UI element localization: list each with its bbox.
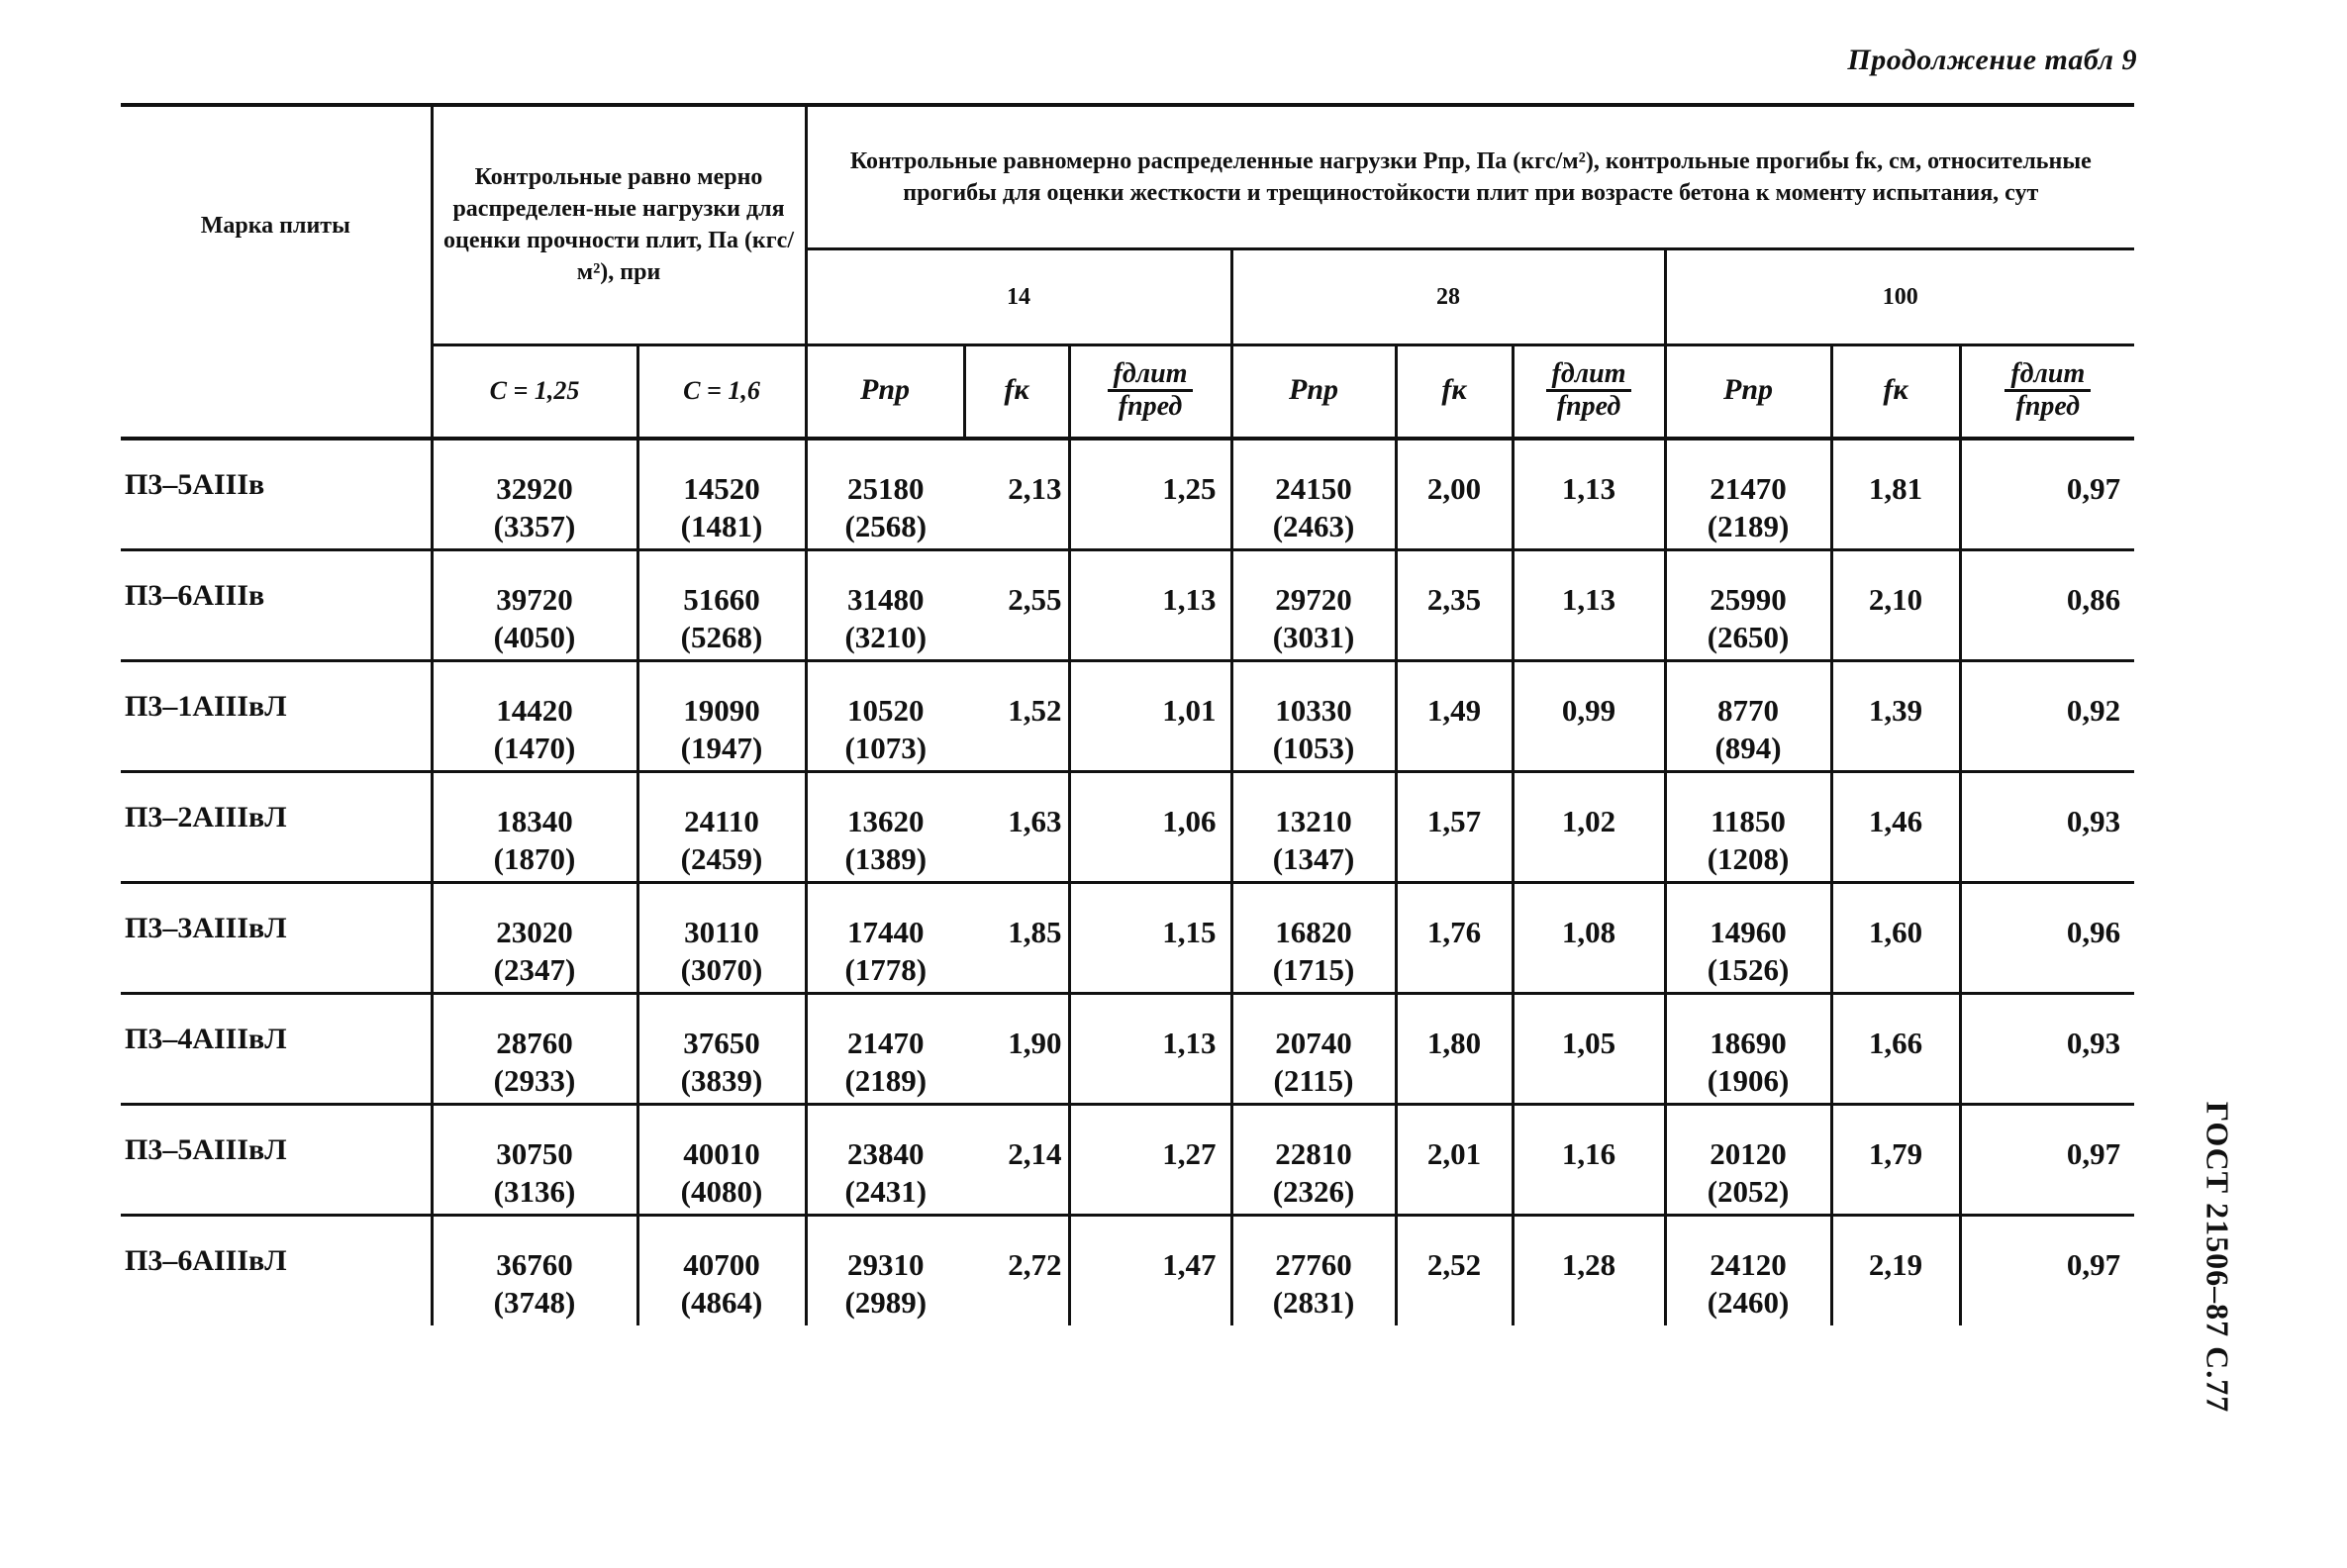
cell-ratio28 (1513, 1104, 1665, 1215)
cell-c16-kgf: (1481) (680, 509, 763, 543)
cell-ratio14-value: 1,01 (1162, 692, 1217, 728)
cell-p14 (806, 1104, 964, 1215)
header-p-14 (806, 344, 964, 439)
cell-fk28-value: 1,80 (1426, 1025, 1482, 1060)
cell-fk28 (1396, 549, 1513, 660)
cell-c16-value: 19090 (683, 692, 760, 728)
row-mark (121, 771, 432, 882)
cell-p28 (1231, 993, 1396, 1104)
cell-c125 (432, 439, 637, 549)
p-label: Pпр (1723, 373, 1774, 407)
row-mark-value: П3–1АIIIвЛ (125, 689, 287, 723)
cell-p28-kgf: (3031) (1272, 619, 1355, 654)
cell-ratio14 (1069, 439, 1231, 549)
cell-c125 (432, 993, 637, 1104)
cell-p14 (806, 993, 964, 1104)
cell-ratio28-value: 1,28 (1561, 1246, 1616, 1282)
cell-fk100 (1831, 1104, 1960, 1215)
header-age-28: 28 (1231, 248, 1665, 344)
cell-fk100 (1831, 660, 1960, 771)
cell-c16 (637, 882, 806, 993)
cell-c125-kgf: (1870) (493, 840, 576, 876)
cell-ratio14-value: 1,06 (1162, 803, 1217, 838)
cell-p100-kgf: (894) (1714, 730, 1782, 765)
cell-fk28 (1396, 660, 1513, 771)
table-row (121, 993, 2134, 1104)
table-body (121, 439, 2134, 1325)
cell-fk28-value: 2,52 (1426, 1246, 1482, 1282)
cell-p14-value: 31480 (847, 581, 925, 617)
cell-p28-value: 27760 (1275, 1246, 1352, 1282)
cell-p100 (1665, 660, 1831, 771)
cell-p100-value: 14960 (1710, 914, 1787, 949)
cell-c125-value: 36760 (496, 1246, 573, 1282)
cell-p100 (1665, 549, 1831, 660)
cell-fk28 (1396, 882, 1513, 993)
cell-c125-value: 28760 (496, 1025, 573, 1060)
header-stiffness-text: Контрольные равномерно распределенные нагрузки Pпр, Па (кгс/м²), контрольные прогибы fк, см, относительные прогибы для оценки жесткости и трещиностойкости плит при возрасте бетона к моменту испытания, сут (849, 147, 2092, 206)
cell-c16 (637, 549, 806, 660)
cell-c16-value: 37650 (683, 1025, 760, 1060)
cell-ratio100-value: 0,96 (2066, 914, 2121, 949)
cell-c125-kgf: (3357) (493, 509, 576, 543)
ratio-fraction (1108, 359, 1194, 422)
cell-p28-value: 22810 (1275, 1135, 1352, 1171)
cell-fk14-value: 2,14 (1008, 1135, 1062, 1171)
cell-p14-value: 25180 (847, 471, 925, 506)
ratio-denominator: fпред (1556, 390, 1621, 422)
cell-c16-value: 40010 (683, 1135, 760, 1171)
cell-c125-value: 39720 (496, 581, 573, 617)
row-mark (121, 549, 432, 660)
row-mark-value: П3–5АIIIвЛ (125, 1132, 287, 1166)
cell-c16 (637, 1104, 806, 1215)
cell-p28-kgf: (2463) (1272, 509, 1355, 543)
row-mark-value: П3–3АIIIвЛ (125, 911, 287, 944)
p-label: Pпр (1289, 373, 1339, 407)
row-mark-value: П3–6АIIIв (125, 578, 265, 612)
cell-fk28 (1396, 1215, 1513, 1325)
cell-ratio28-value: 1,05 (1561, 1025, 1616, 1060)
cell-p28-kgf: (1053) (1272, 730, 1355, 765)
cell-fk100 (1831, 549, 1960, 660)
cell-c16 (637, 771, 806, 882)
cell-p100-kgf: (1208) (1707, 840, 1790, 876)
cell-p28-value: 20740 (1275, 1025, 1352, 1060)
cell-fk28 (1396, 993, 1513, 1104)
table-row (121, 660, 2134, 771)
cell-p14-value: 29310 (847, 1246, 925, 1282)
cell-ratio14-value: 1,27 (1162, 1135, 1217, 1171)
cell-ratio100-value: 0,97 (2066, 1246, 2121, 1282)
cell-ratio100 (1960, 1104, 2134, 1215)
row-mark-value: П3–2АIIIвЛ (125, 800, 287, 833)
cell-c125-kgf: (3748) (493, 1284, 576, 1320)
cell-c16 (637, 439, 806, 549)
cell-p14 (806, 439, 964, 549)
row-mark (121, 882, 432, 993)
cell-c125-kgf: (1470) (493, 730, 576, 765)
cell-p14 (806, 771, 964, 882)
cell-p100 (1665, 771, 1831, 882)
cell-fk100 (1831, 993, 1960, 1104)
table-row (121, 1215, 2134, 1325)
cell-ratio100 (1960, 771, 2134, 882)
cell-fk100-value: 1,60 (1868, 914, 1923, 949)
header-age-100: 100 (1665, 248, 2134, 344)
cell-ratio14-value: 1,13 (1162, 1025, 1217, 1060)
cell-fk14 (964, 882, 1069, 993)
cell-fk28 (1396, 771, 1513, 882)
cell-p100-value: 24120 (1710, 1246, 1787, 1282)
header-p-100 (1665, 344, 1831, 439)
header-fk-28 (1396, 344, 1513, 439)
cell-p100-value: 21470 (1710, 471, 1787, 506)
cell-c125 (432, 549, 637, 660)
cell-ratio100 (1960, 882, 2134, 993)
side-label-text: ГОСТ 21506–87 С.77 (2200, 1101, 2236, 1414)
cell-p14 (806, 660, 964, 771)
cell-c16-value: 51660 (683, 581, 760, 617)
cell-p28-kgf: (2115) (1273, 1062, 1354, 1098)
cell-p100-value: 18690 (1710, 1025, 1787, 1060)
cell-c125-kgf: (2933) (493, 1062, 576, 1098)
cell-p100-kgf: (2460) (1707, 1284, 1790, 1320)
cell-p28-value: 13210 (1275, 803, 1352, 838)
fk-label: fк (1883, 373, 1908, 407)
header-mark: Марка плиты (121, 105, 432, 344)
cell-c16-kgf: (4080) (680, 1173, 763, 1209)
cell-c125 (432, 771, 637, 882)
ratio-fraction (1546, 359, 1632, 422)
cell-p100 (1665, 882, 1831, 993)
header-ratio-14 (1069, 344, 1231, 439)
cell-ratio28 (1513, 439, 1665, 549)
cell-ratio14 (1069, 882, 1231, 993)
ratio-denominator: fпред (1118, 390, 1183, 422)
cell-fk100-value: 1,79 (1868, 1135, 1923, 1171)
cell-p14-kgf: (2189) (844, 1062, 928, 1098)
cell-fk100-value: 1,66 (1868, 1025, 1923, 1060)
cell-p100-value: 8770 (1717, 692, 1780, 728)
c16-label: C = 1,6 (683, 375, 760, 405)
cell-fk14-value: 1,52 (1008, 692, 1062, 728)
cell-ratio14 (1069, 549, 1231, 660)
ratio-fraction (2005, 359, 2091, 422)
cell-fk100 (1831, 1215, 1960, 1325)
cell-p28 (1231, 549, 1396, 660)
table-row (121, 771, 2134, 882)
cell-ratio100 (1960, 439, 2134, 549)
cell-p100-kgf: (2650) (1707, 619, 1790, 654)
cell-p28 (1231, 882, 1396, 993)
cell-fk14-value: 2,55 (1008, 581, 1062, 617)
cell-ratio100-value: 0,97 (2066, 471, 2121, 506)
cell-fk14 (964, 549, 1069, 660)
cell-c16-kgf: (1947) (680, 730, 763, 765)
load-table (121, 103, 2134, 1325)
cell-ratio28 (1513, 993, 1665, 1104)
cell-c16-kgf: (4864) (680, 1284, 763, 1320)
cell-fk28 (1396, 1104, 1513, 1215)
cell-c125 (432, 1104, 637, 1215)
cell-ratio28-value: 1,13 (1561, 471, 1616, 506)
cell-ratio100 (1960, 1215, 2134, 1325)
header-c16 (637, 344, 806, 439)
cell-ratio100-value: 0,93 (2066, 1025, 2121, 1060)
ratio-numerator: fдлит (2005, 359, 2091, 392)
cell-p28-kgf: (1347) (1272, 840, 1355, 876)
cell-p14-kgf: (1389) (844, 840, 928, 876)
cell-fk100-value: 1,39 (1868, 692, 1923, 728)
cell-p100-kgf: (1526) (1707, 951, 1790, 987)
cell-fk14 (964, 1104, 1069, 1215)
row-mark-value: П3–5АIIIв (125, 468, 265, 501)
cell-p100 (1665, 439, 1831, 549)
cell-c125-value: 23020 (496, 914, 573, 949)
cell-p14-value: 21470 (847, 1025, 925, 1060)
row-mark (121, 439, 432, 549)
table-header (121, 105, 2134, 439)
cell-p14-kgf: (2568) (844, 509, 928, 543)
cell-ratio14 (1069, 1215, 1231, 1325)
header-p-28 (1231, 344, 1396, 439)
cell-ratio28-value: 1,02 (1561, 803, 1616, 838)
cell-fk100 (1831, 439, 1960, 549)
header-c125 (432, 344, 637, 439)
cell-c125 (432, 1215, 637, 1325)
cell-c16-kgf: (3070) (680, 951, 763, 987)
cell-p28 (1231, 660, 1396, 771)
table-row (121, 1104, 2134, 1215)
cell-fk14-value: 1,63 (1008, 803, 1062, 838)
cell-ratio100-value: 0,92 (2066, 692, 2121, 728)
cell-p28-kgf: (1715) (1272, 951, 1355, 987)
cell-ratio100 (1960, 993, 2134, 1104)
cell-ratio28-value: 1,16 (1561, 1135, 1616, 1171)
cell-ratio28-value: 1,13 (1561, 581, 1616, 617)
cell-c16 (637, 993, 806, 1104)
cell-fk14-value: 2,13 (1008, 471, 1062, 506)
cell-fk28-value: 2,00 (1426, 471, 1482, 506)
cell-c16-kgf: (5268) (680, 619, 763, 654)
cell-p100-value: 11850 (1711, 803, 1786, 838)
cell-p14-kgf: (1073) (844, 730, 928, 765)
cell-fk28 (1396, 439, 1513, 549)
row-mark (121, 993, 432, 1104)
ratio-numerator: fдлит (1108, 359, 1194, 392)
cell-c16 (637, 660, 806, 771)
cell-c16-value: 30110 (684, 914, 759, 949)
cell-ratio100-value: 0,97 (2066, 1135, 2121, 1171)
cell-c125-kgf: (4050) (493, 619, 576, 654)
cell-fk14 (964, 771, 1069, 882)
header-stiffness-loads (806, 105, 2134, 248)
cell-p28-value: 16820 (1275, 914, 1352, 949)
cell-c16-kgf: (3839) (680, 1062, 763, 1098)
cell-p14 (806, 1215, 964, 1325)
cell-c16-value: 24110 (684, 803, 759, 838)
cell-p28-value: 24150 (1275, 471, 1352, 506)
row-mark (121, 660, 432, 771)
cell-ratio14 (1069, 771, 1231, 882)
cell-ratio28-value: 1,08 (1561, 914, 1616, 949)
cell-fk14-value: 1,90 (1008, 1025, 1062, 1060)
table-row (121, 882, 2134, 993)
c125-label: C = 1,25 (489, 375, 580, 405)
cell-p28-value: 29720 (1275, 581, 1352, 617)
row-mark-value: П3–6АIIIвЛ (125, 1243, 287, 1277)
cell-p100 (1665, 993, 1831, 1104)
header-fk-14 (964, 344, 1069, 439)
cell-fk14 (964, 439, 1069, 549)
row-mark (121, 1215, 432, 1325)
cell-ratio14 (1069, 660, 1231, 771)
cell-p14-kgf: (2989) (844, 1284, 928, 1320)
cell-c16 (637, 1215, 806, 1325)
header-ratio-100 (1960, 344, 2134, 439)
cell-fk14 (964, 993, 1069, 1104)
cell-fk14 (964, 660, 1069, 771)
cell-fk100-value: 1,81 (1868, 471, 1923, 506)
cell-c125-value: 30750 (496, 1135, 573, 1171)
cell-fk28-value: 1,49 (1426, 692, 1482, 728)
side-document-label (2188, 1079, 2247, 1435)
cell-p28 (1231, 439, 1396, 549)
header-mark-spacer (121, 344, 432, 439)
cell-p28 (1231, 771, 1396, 882)
cell-c125-kgf: (2347) (493, 951, 576, 987)
header-strength-text: Контрольные равно мерно распределен-ные нагрузки для оценки прочности плит, Па (кгс/м²), при (443, 164, 794, 286)
cell-p100-kgf: (2052) (1707, 1173, 1790, 1209)
cell-p28 (1231, 1104, 1396, 1215)
cell-p14-value: 13620 (847, 803, 925, 838)
cell-fk28-value: 1,76 (1426, 914, 1482, 949)
cell-c125-value: 18340 (496, 803, 573, 838)
cell-ratio14-value: 1,25 (1162, 471, 1217, 506)
cell-c125-value: 32920 (496, 471, 573, 506)
cell-fk28-value: 2,01 (1426, 1135, 1482, 1171)
cell-fk100-value: 2,19 (1868, 1246, 1923, 1282)
cell-fk28-value: 2,35 (1426, 581, 1482, 617)
cell-c16-value: 40700 (683, 1246, 760, 1282)
cell-fk100-value: 1,46 (1868, 803, 1923, 838)
fk-label: fк (1441, 373, 1467, 407)
cell-p14-value: 17440 (847, 914, 925, 949)
cell-p14-kgf: (1778) (844, 951, 928, 987)
cell-p100 (1665, 1215, 1831, 1325)
cell-fk14 (964, 1215, 1069, 1325)
cell-ratio14 (1069, 993, 1231, 1104)
cell-p28-kgf: (2831) (1272, 1284, 1355, 1320)
cell-p14-kgf: (2431) (844, 1173, 928, 1209)
cell-ratio28 (1513, 660, 1665, 771)
cell-p14 (806, 549, 964, 660)
row-mark-value: П3–4АIIIвЛ (125, 1022, 287, 1055)
header-fk-100 (1831, 344, 1960, 439)
cell-ratio100 (1960, 549, 2134, 660)
cell-ratio14-value: 1,47 (1162, 1246, 1217, 1282)
cell-p14-kgf: (3210) (844, 619, 928, 654)
p-label: Pпр (860, 373, 911, 407)
ratio-numerator: fдлит (1546, 359, 1632, 392)
cell-ratio28 (1513, 882, 1665, 993)
table-row (121, 549, 2134, 660)
cell-fk14-value: 1,85 (1008, 914, 1062, 949)
cell-ratio28 (1513, 771, 1665, 882)
header-ratio-28 (1513, 344, 1665, 439)
cell-c125-kgf: (3136) (493, 1173, 576, 1209)
cell-p14 (806, 882, 964, 993)
cell-ratio14 (1069, 1104, 1231, 1215)
cell-p100 (1665, 1104, 1831, 1215)
cell-p100-value: 25990 (1710, 581, 1787, 617)
ratio-denominator: fпред (2015, 390, 2081, 422)
cell-ratio14-value: 1,13 (1162, 581, 1217, 617)
table-caption: Продолжение табл 9 (1847, 44, 2137, 76)
cell-fk100 (1831, 771, 1960, 882)
cell-p28-value: 10330 (1275, 692, 1352, 728)
cell-c16-kgf: (2459) (680, 840, 763, 876)
cell-ratio100-value: 0,86 (2066, 581, 2121, 617)
fk-label: fк (1004, 373, 1029, 407)
cell-p100-kgf: (1906) (1707, 1062, 1790, 1098)
cell-fk28-value: 1,57 (1426, 803, 1482, 838)
cell-p100-value: 20120 (1710, 1135, 1787, 1171)
row-mark (121, 1104, 432, 1215)
cell-p28 (1231, 1215, 1396, 1325)
cell-ratio28 (1513, 1215, 1665, 1325)
cell-c125-value: 14420 (496, 692, 573, 728)
cell-c125 (432, 882, 637, 993)
cell-fk14-value: 2,72 (1008, 1246, 1062, 1282)
cell-ratio100 (1960, 660, 2134, 771)
header-age-14: 14 (806, 248, 1231, 344)
cell-p14-value: 23840 (847, 1135, 925, 1171)
cell-c125 (432, 660, 637, 771)
cell-ratio28 (1513, 549, 1665, 660)
cell-ratio28-value: 0,99 (1561, 692, 1616, 728)
cell-fk100 (1831, 882, 1960, 993)
cell-fk100-value: 2,10 (1868, 581, 1923, 617)
cell-p100-kgf: (2189) (1707, 509, 1790, 543)
table-row (121, 439, 2134, 549)
cell-p14-value: 10520 (847, 692, 925, 728)
cell-p28-kgf: (2326) (1272, 1173, 1355, 1209)
cell-ratio14-value: 1,15 (1162, 914, 1217, 949)
cell-c16-value: 14520 (683, 471, 760, 506)
cell-ratio100-value: 0,93 (2066, 803, 2121, 838)
header-strength-loads (432, 105, 806, 344)
